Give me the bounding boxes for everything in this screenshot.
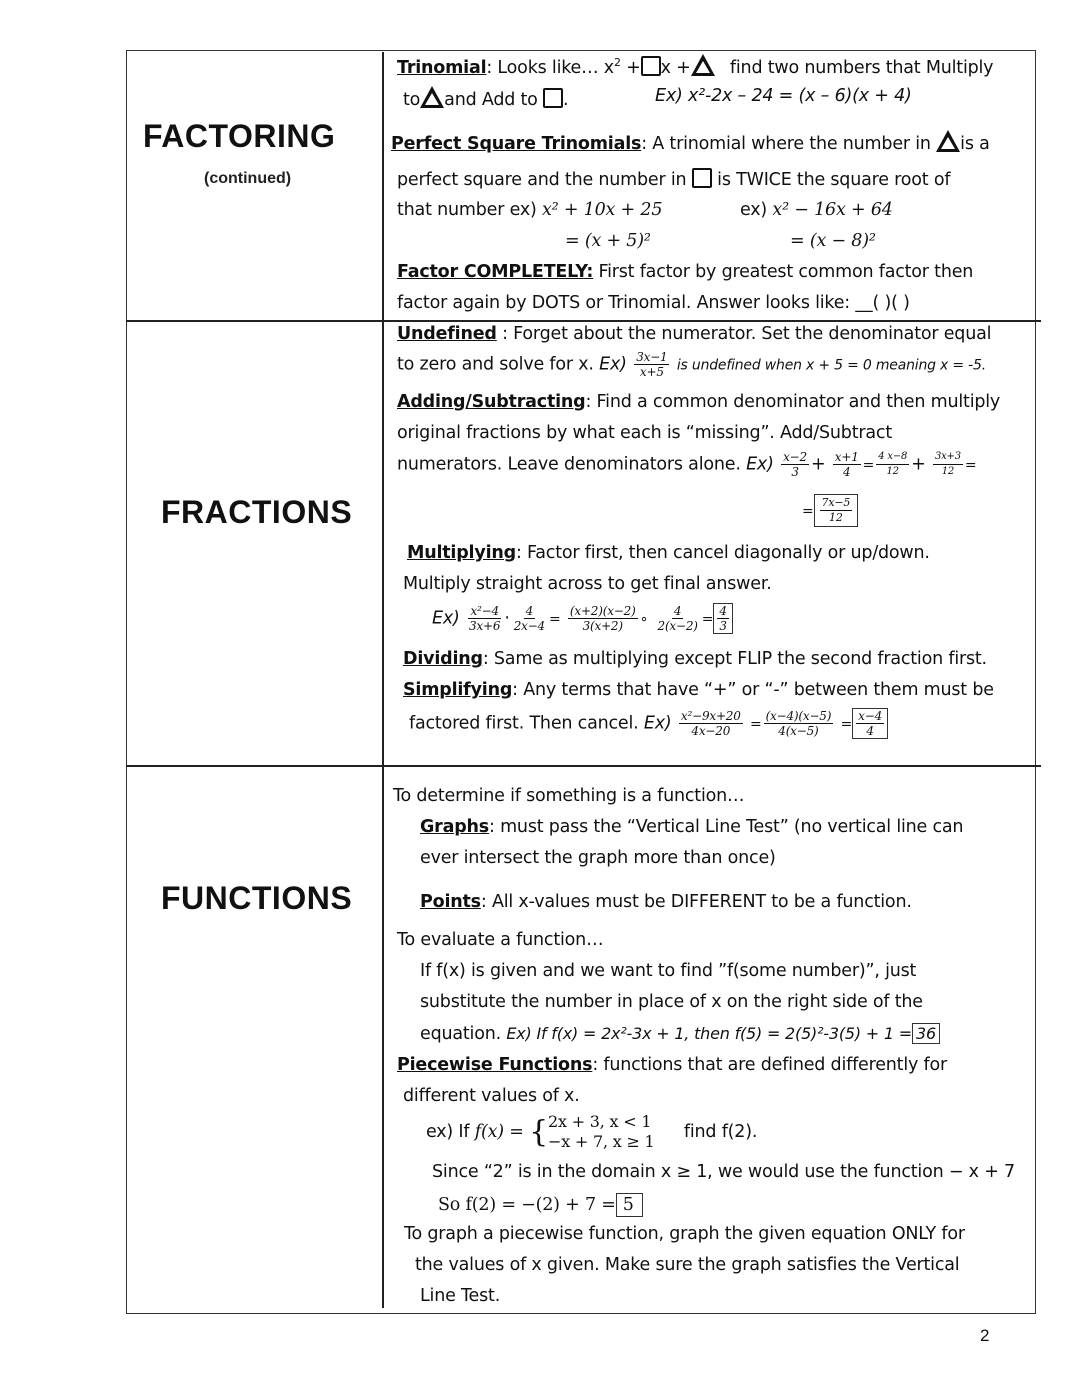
perfect-square-example-2: ex) x² − 16x + 64: [740, 200, 893, 220]
answer-box: 36: [912, 1023, 940, 1044]
perfect-square-label: Perfect Square Trinomials: [391, 134, 642, 154]
simplifying-line-1: Simplifying: Any terms that have “+” or “-” between them must be: [403, 680, 994, 700]
undefined-label: Undefined: [397, 324, 497, 344]
multiplying-line-2: Multiply straight across to get final answer.: [403, 574, 772, 594]
multiplying-label: Multiplying: [407, 543, 516, 563]
fraction: $\frac{3x-1}{x+5}$: [636, 350, 668, 379]
column-divider: [382, 52, 384, 1308]
perfect-square-result-1: = (x + 5)²: [565, 231, 651, 251]
evaluate-intro: To evaluate a function…: [397, 930, 604, 950]
factor-completely-line-2: factor again by DOTS or Trinomial. Answer looks like: __( )( ): [397, 293, 910, 313]
trinomial-example: Ex) x²-2x – 24 = (x – 6)(x + 4): [655, 86, 912, 106]
piecewise-example: ex) If f(x) = { 2x + 3, x < 1 −x + 7, x ≥ 1 find f(2).: [426, 1112, 758, 1151]
points-line: Points: All x-values must be DIFFERENT to be a function.: [420, 892, 912, 912]
triangle-icon: [936, 130, 960, 152]
adding-subtracting-label: Adding/Subtracting: [397, 392, 586, 412]
multiplying-line-1: Multiplying: Factor first, then cancel diagonally or up/down.: [407, 543, 930, 563]
dividing-line: Dividing: Same as multiplying except FLIP the second fraction first.: [403, 649, 987, 669]
answer-box: 5: [616, 1193, 643, 1217]
piecewise-line-1: Piecewise Functions: functions that are defined differently for: [397, 1055, 947, 1075]
answer-box: $\frac{7x-5}{12}$: [814, 494, 859, 527]
adding-line-3: numerators. Leave denominators alone. Ex) $\frac{x-2}{3}$ + $\frac{x+1}{4}$ = $\frac{4 x-8}{12}$ + $\frac{3x+3}{12}$ =: [397, 450, 977, 479]
simplifying-label: Simplifying: [403, 680, 513, 700]
piecewise-cases: 2x + 3, x < 1 −x + 7, x ≥ 1: [548, 1112, 655, 1151]
evaluate-line-3: equation. Ex) If f(x) = 2x²-3x + 1, then f(5) = 2(5)²-3(5) + 1 = 36: [420, 1023, 940, 1044]
undefined-line-2: to zero and solve for x. Ex) $\frac{3x-1}{x+5}$ is undefined when x + 5 = 0 meaning x = -5.: [397, 350, 986, 379]
section-title-functions: FUNCTIONS: [161, 880, 353, 916]
piecewise-so: So f(2) = −(2) + 7 = 5: [438, 1193, 643, 1217]
square-box-icon: [692, 168, 712, 188]
determine-intro: To determine if something is a function…: [393, 786, 745, 806]
perfect-square-line-1: Perfect Square Trinomials: A trinomial where the number in is a: [391, 130, 990, 154]
section-title-fractions: FRACTIONS: [161, 494, 353, 530]
perfect-square-result-2: = (x − 8)²: [790, 231, 876, 251]
points-label: Points: [420, 892, 481, 912]
page-number: 2: [980, 1326, 990, 1345]
adding-answer: = $\frac{7x-5}{12}$: [802, 494, 858, 527]
adding-line-2: original fractions by what each is “missing”. Add/Subtract: [397, 423, 892, 443]
answer-box: $\frac{4}{3}$: [713, 603, 732, 634]
row-divider-1: [126, 320, 1041, 322]
piecewise-graph-line-1: To graph a piecewise function, graph the given equation ONLY for: [404, 1224, 965, 1244]
trinomial-line-2: to and Add to .: [403, 86, 568, 110]
fraction: $\frac{4}{2x-4}$: [513, 604, 545, 633]
factor-completely-label: Factor COMPLETELY:: [397, 262, 594, 282]
triangle-icon: [691, 54, 715, 76]
section-subtitle-continued: (continued): [204, 170, 292, 187]
graphs-line-1: Graphs: must pass the “Vertical Line Test” (no vertical line can: [420, 817, 964, 837]
undefined-line-1: Undefined : Forget about the numerator. Set the denominator equal: [397, 324, 992, 344]
piecewise-graph-line-3: Line Test.: [420, 1286, 501, 1306]
evaluate-line-1: If f(x) is given and we want to find ”f(some number)”, just: [420, 961, 917, 981]
row-divider-2: [126, 765, 1041, 767]
piecewise-since: Since “2” is in the domain x ≥ 1, we would use the function − x + 7: [432, 1162, 1015, 1182]
piecewise-line-2: different values of x.: [403, 1086, 580, 1106]
piecewise-label: Piecewise Functions: [397, 1055, 593, 1075]
fraction: $\frac{\text{x²−9x+20}}{4x-20}$: [680, 709, 741, 738]
fraction: $\frac{(x-4)(x-5)}{4(x-5)}$: [765, 709, 832, 738]
square-box-icon: [543, 88, 563, 108]
trinomial-line-1: Trinomial: Looks like… $x^2 + x$ + find two numbers that Multiply: [397, 54, 993, 78]
fraction: $\frac{4}{2(x-2)}$: [657, 604, 698, 633]
section-title-factoring: FACTORING: [143, 118, 336, 154]
trinomial-label: Trinomial: [397, 58, 487, 78]
answer-box: $\frac{x-4}{4}$: [852, 708, 888, 739]
adding-line-1: Adding/Subtracting: Find a common denominator and then multiply: [397, 392, 1001, 412]
graphs-label: Graphs: [420, 817, 490, 837]
factor-completely-line-1: Factor COMPLETELY: First factor by greatest common factor then: [397, 262, 974, 282]
dividing-label: Dividing: [403, 649, 483, 669]
square-box-icon: [641, 56, 661, 76]
evaluate-line-2: substitute the number in place of x on the right side of the: [420, 992, 923, 1012]
fraction: $\frac{4 x-8}{12}$: [878, 451, 908, 477]
graphs-line-2: ever intersect the graph more than once): [420, 848, 776, 868]
perfect-square-line-3: that number ex) x² + 10x + 25: [397, 200, 663, 220]
perfect-square-line-2: perfect square and the number in is TWICE the square root of: [397, 170, 951, 190]
simplifying-line-2: factored first. Then cancel. Ex) $\frac{\text{x²−9x+20}}{4x-20}$ = $\frac{(x-4)(x-5)}{4(x-5)}$ = $\frac{x-4}{4}$: [409, 708, 888, 739]
fraction: $\frac{(x+2)(x-2)}{3(x+2)}$: [569, 604, 636, 633]
fraction: $\frac{x+1}{4}$: [834, 450, 859, 479]
piecewise-graph-line-2: the values of x given. Make sure the graph satisfies the Vertical: [415, 1255, 960, 1275]
multiplying-example: Ex) $\frac{\text{x²−4}}{3x+6}$ · $\frac{4}{2x-4}$ = $\frac{(x+2)(x-2)}{3(x+2)}$ ∘ $\frac{4}{2(x-2)}$ = $\frac{4}{3}$: [432, 603, 733, 634]
triangle-icon: [420, 86, 444, 108]
fraction: $\frac{x-2}{3}$: [783, 450, 807, 479]
fraction: $\frac{\text{x²−4}}{3x+6}$: [469, 604, 501, 633]
fraction: $\frac{3x+3}{12}$: [934, 451, 961, 477]
